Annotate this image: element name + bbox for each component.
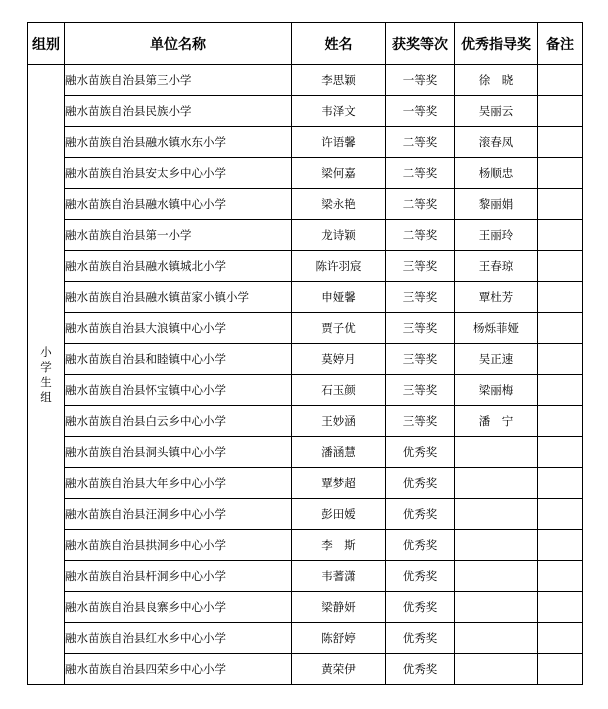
cell-teacher [455, 437, 538, 468]
cell-note [538, 158, 583, 189]
table-row [28, 313, 583, 344]
header-row [28, 23, 583, 65]
table-row [28, 220, 583, 251]
table-row [28, 561, 583, 592]
cell-unit: 融水苗族自治县融水镇水东小学 [65, 127, 292, 158]
cell-note [538, 344, 583, 375]
table-row [28, 127, 583, 158]
cell-teacher: 黎丽娟 [455, 189, 538, 220]
cell-unit: 融水苗族自治县洞头镇中心小学 [65, 437, 292, 468]
cell-unit: 融水苗族自治县第一小学 [65, 220, 292, 251]
cell-name: 石玉颜 [292, 375, 386, 406]
table-row [28, 65, 583, 96]
cell-name: 陈舒婷 [292, 623, 386, 654]
cell-unit: 融水苗族自治县融水镇城北小学 [65, 251, 292, 282]
table-row [28, 189, 583, 220]
table-row [28, 282, 583, 313]
cell-level: 三等奖 [386, 406, 455, 437]
cell-note [538, 530, 583, 561]
cell-level: 优秀奖 [386, 623, 455, 654]
group-label-char: 组 [40, 389, 52, 404]
cell-name: 韦泽文 [292, 96, 386, 127]
cell-teacher: 滚春凤 [455, 127, 538, 158]
header-level: 获奖等次 [386, 23, 455, 65]
cell-note [538, 220, 583, 251]
cell-teacher [455, 592, 538, 623]
cell-name: 王妙涵 [292, 406, 386, 437]
cell-unit: 融水苗族自治县良寨乡中心小学 [65, 592, 292, 623]
table-row [28, 96, 583, 127]
table-row [28, 406, 583, 437]
cell-unit: 融水苗族自治县四荣乡中心小学 [65, 654, 292, 685]
cell-teacher: 杨顺忠 [455, 158, 538, 189]
cell-level: 三等奖 [386, 375, 455, 406]
table-row [28, 158, 583, 189]
cell-teacher [455, 623, 538, 654]
cell-note [538, 654, 583, 685]
cell-note [538, 189, 583, 220]
cell-name: 贾子优 [292, 313, 386, 344]
cell-unit: 融水苗族自治县怀宝镇中心小学 [65, 375, 292, 406]
cell-level: 一等奖 [386, 65, 455, 96]
cell-level: 优秀奖 [386, 499, 455, 530]
cell-level: 优秀奖 [386, 437, 455, 468]
header-unit: 单位名称 [65, 23, 292, 65]
cell-name: 梁何嘉 [292, 158, 386, 189]
cell-level: 优秀奖 [386, 654, 455, 685]
table-row [28, 499, 583, 530]
cell-level: 三等奖 [386, 282, 455, 313]
cell-level: 二等奖 [386, 127, 455, 158]
table-row [28, 437, 583, 468]
cell-note [538, 375, 583, 406]
cell-teacher: 吴丽云 [455, 96, 538, 127]
cell-name: 李 斯 [292, 530, 386, 561]
cell-note [538, 468, 583, 499]
cell-unit: 融水苗族自治县第三小学 [65, 65, 292, 96]
cell-level: 二等奖 [386, 158, 455, 189]
table-row [28, 375, 583, 406]
cell-name: 梁静妍 [292, 592, 386, 623]
award-table [27, 22, 583, 685]
cell-level: 一等奖 [386, 96, 455, 127]
cell-name: 莫婷月 [292, 344, 386, 375]
cell-teacher [455, 530, 538, 561]
cell-unit: 融水苗族自治县融水镇中心小学 [65, 189, 292, 220]
cell-note [538, 561, 583, 592]
table-row [28, 592, 583, 623]
cell-note [538, 437, 583, 468]
cell-unit: 融水苗族自治县大浪镇中心小学 [65, 313, 292, 344]
cell-teacher [455, 468, 538, 499]
cell-level: 优秀奖 [386, 592, 455, 623]
cell-unit: 融水苗族自治县汪洞乡中心小学 [65, 499, 292, 530]
cell-unit: 融水苗族自治县融水镇苗家小镇小学 [65, 282, 292, 313]
cell-level: 二等奖 [386, 189, 455, 220]
cell-note [538, 313, 583, 344]
header-group: 组别 [28, 23, 65, 65]
cell-note [538, 623, 583, 654]
group-label-char: 生 [40, 374, 52, 389]
cell-teacher [455, 561, 538, 592]
cell-note [538, 96, 583, 127]
cell-level: 三等奖 [386, 344, 455, 375]
header-note: 备注 [538, 23, 583, 65]
cell-name: 黄荣伊 [292, 654, 386, 685]
cell-unit: 融水苗族自治县白云乡中心小学 [65, 406, 292, 437]
cell-note [538, 282, 583, 313]
cell-unit: 融水苗族自治县拱洞乡中心小学 [65, 530, 292, 561]
table-row [28, 468, 583, 499]
cell-teacher: 潘 宁 [455, 406, 538, 437]
group-label-char: 小 [40, 344, 52, 359]
group-label [28, 65, 65, 685]
cell-teacher: 吴正速 [455, 344, 538, 375]
cell-teacher: 徐 晓 [455, 65, 538, 96]
cell-unit: 融水苗族自治县和睦镇中心小学 [65, 344, 292, 375]
cell-teacher: 杨烁菲娅 [455, 313, 538, 344]
group-label-char: 学 [40, 359, 52, 374]
cell-level: 三等奖 [386, 313, 455, 344]
table-row [28, 251, 583, 282]
table-row [28, 530, 583, 561]
cell-unit: 融水苗族自治县安太乡中心小学 [65, 158, 292, 189]
cell-level: 二等奖 [386, 220, 455, 251]
header-name: 姓名 [292, 23, 386, 65]
cell-teacher: 覃杜芳 [455, 282, 538, 313]
cell-unit: 融水苗族自治县杆洞乡中心小学 [65, 561, 292, 592]
cell-teacher: 梁丽梅 [455, 375, 538, 406]
table-body [28, 65, 583, 685]
cell-level: 优秀奖 [386, 561, 455, 592]
cell-unit: 融水苗族自治县大年乡中心小学 [65, 468, 292, 499]
cell-name: 许语馨 [292, 127, 386, 158]
cell-level: 优秀奖 [386, 468, 455, 499]
table-row [28, 654, 583, 685]
cell-note [538, 127, 583, 158]
cell-name: 龙诗颖 [292, 220, 386, 251]
cell-note [538, 251, 583, 282]
cell-teacher [455, 654, 538, 685]
table-row [28, 623, 583, 654]
cell-note [538, 592, 583, 623]
cell-teacher: 王春琼 [455, 251, 538, 282]
table-row [28, 344, 583, 375]
cell-name: 潘涵慧 [292, 437, 386, 468]
cell-level: 三等奖 [386, 251, 455, 282]
cell-name: 申娅馨 [292, 282, 386, 313]
cell-unit: 融水苗族自治县红水乡中心小学 [65, 623, 292, 654]
cell-teacher [455, 499, 538, 530]
cell-name: 李思颖 [292, 65, 386, 96]
cell-note [538, 65, 583, 96]
cell-level: 优秀奖 [386, 530, 455, 561]
cell-name: 覃梦超 [292, 468, 386, 499]
cell-name: 彭田嫒 [292, 499, 386, 530]
cell-name: 梁永艳 [292, 189, 386, 220]
cell-note [538, 499, 583, 530]
cell-note [538, 406, 583, 437]
cell-name: 陈许羽宸 [292, 251, 386, 282]
header-teacher: 优秀指导奖 [455, 23, 538, 65]
cell-teacher: 王丽玲 [455, 220, 538, 251]
cell-unit: 融水苗族自治县民族小学 [65, 96, 292, 127]
cell-name: 韦蓍潇 [292, 561, 386, 592]
